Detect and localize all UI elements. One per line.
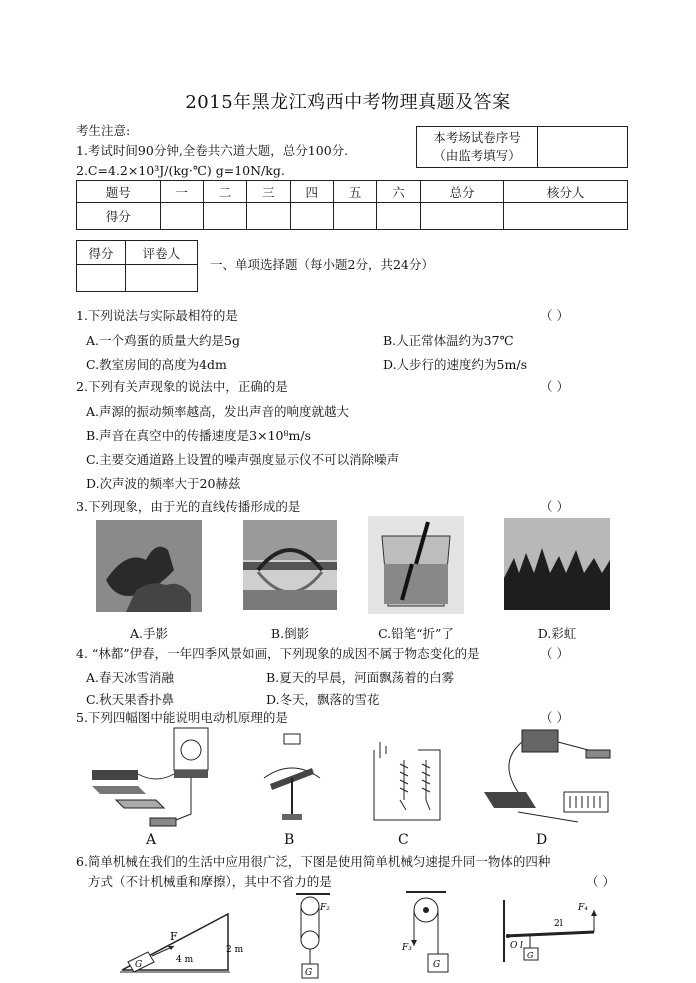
q4-option-d: D.冬天，飘落的雪花 xyxy=(266,692,380,707)
q4-option-c: C.秋天果香扑鼻 xyxy=(86,692,175,707)
score-header-cell: 四 xyxy=(290,181,333,203)
notes-heading: 考生注意: xyxy=(76,123,131,138)
q5-label-a: A xyxy=(146,832,157,848)
score-table-score-row xyxy=(77,203,628,230)
q2-option-b: B.声音在真空中的传播速度是3×10⁸m/s xyxy=(86,428,311,443)
seat-box-line-2: （由监考填写） xyxy=(433,148,521,163)
score-header-cell: 三 xyxy=(247,181,290,203)
q6-fig1-g-label: G xyxy=(135,960,143,970)
score-header-cell: 总分 xyxy=(420,181,504,203)
grader-score-field[interactable] xyxy=(77,265,126,292)
q1-option-d: D.人步行的速度约为5m/s xyxy=(383,357,527,372)
q6-figure-pulley-group xyxy=(290,890,340,982)
q4-option-a: A.春天冰雪消融 xyxy=(86,670,175,685)
q2-option-d: D.次声波的频率大于20赫兹 xyxy=(86,476,241,491)
q5-label-d: D xyxy=(536,832,548,848)
q4-answer-paren[interactable]: （ ） xyxy=(540,646,569,661)
q6-figure-fixed-pulley xyxy=(398,888,454,980)
q6-stem-line-1: 6.简单机械在我们的生活中应用很广泛，下图是使用简单机械匀速提升同一物体的四种 xyxy=(76,854,551,869)
grader-box xyxy=(76,240,198,292)
q6-figure-inclined-plane xyxy=(118,900,246,976)
q3-answer-paren[interactable]: （ ） xyxy=(540,499,569,514)
q3-stem: 3.下列现象，由于光的直线传播形成的是 xyxy=(76,499,301,514)
q1-option-c: C.教室房间的高度为4dm xyxy=(86,357,227,372)
score-cell[interactable] xyxy=(334,203,377,230)
q1-option-a: A.一个鸡蛋的质量大约是5g xyxy=(86,333,240,348)
score-header-cell: 二 xyxy=(203,181,246,203)
score-cell[interactable] xyxy=(290,203,333,230)
q4-stem: 4. “林都”伊春，一年四季风景如画，下列现象的成因不属于物态变化的是 xyxy=(76,646,480,661)
q5-label-b: B xyxy=(284,832,295,848)
q5-answer-paren[interactable]: （ ） xyxy=(540,710,569,725)
notes-line-1: 1.考试时间90分钟,全卷共六道大题，总分100分. xyxy=(76,143,349,158)
q5-figure-d xyxy=(478,722,616,832)
q2-option-a: A.声源的振动频率越高，发出声音的响度就越大 xyxy=(86,404,350,419)
score-cell[interactable] xyxy=(504,203,628,230)
grader-score-label: 得分 xyxy=(77,241,126,265)
q6-fig4-l-label: l xyxy=(520,941,523,951)
q5-label-c: C xyxy=(398,832,409,848)
seat-number-box xyxy=(416,126,628,168)
score-cell[interactable] xyxy=(203,203,246,230)
q5-figure-a xyxy=(86,724,226,834)
q6-fig4-o-label: O xyxy=(510,941,518,951)
q3-option-c: C.铅笔“折”了 xyxy=(378,626,454,641)
q6-fig1-height-label: 2 m xyxy=(226,945,244,955)
q6-fig3-f-label: F₃ xyxy=(402,943,412,953)
q6-fig2-g-label: G xyxy=(305,968,313,978)
notes-line-2: 2.C=4.2×10³J/(kg·℃) g=10N/kg. xyxy=(76,163,285,178)
score-header-cell: 六 xyxy=(377,181,420,203)
score-header-cell: 一 xyxy=(160,181,203,203)
seat-number-field[interactable] xyxy=(538,127,628,168)
q6-fig2-f-label: F₂ xyxy=(320,903,330,913)
q3-image-rainbow xyxy=(504,518,610,610)
q3-option-a: A.手影 xyxy=(129,626,168,641)
q3-image-bent-pencil xyxy=(368,516,464,614)
q1-option-b: B.人正常体温约为37℃ xyxy=(383,333,514,348)
q6-fig4-f-label: F₄ xyxy=(578,903,588,913)
score-header-cell: 五 xyxy=(334,181,377,203)
q5-figure-c xyxy=(370,730,444,828)
q1-stem: 1.下列说法与实际最相符的是 xyxy=(76,308,238,323)
q6-fig4-2l-label: 2l xyxy=(554,919,563,929)
q2-option-c: C.主要交通道路上设置的噪声强度显示仪不可以消除噪声 xyxy=(86,452,400,467)
score-table-header-row xyxy=(77,181,628,203)
q3-option-b: B.倒影 xyxy=(270,626,310,641)
q6-fig1-f-label: F xyxy=(170,930,178,943)
grader-name-field[interactable] xyxy=(125,265,197,292)
q3-option-d: D.彩虹 xyxy=(537,626,577,641)
page-title: 2015年黑龙江鸡西中考物理真题及答案 xyxy=(185,92,511,113)
score-row-label: 得分 xyxy=(77,203,161,230)
score-cell[interactable] xyxy=(420,203,504,230)
score-cell[interactable] xyxy=(160,203,203,230)
grader-name-label: 评卷人 xyxy=(125,241,197,265)
seat-box-line-1: 本考场试卷序号 xyxy=(433,130,521,145)
score-cell[interactable] xyxy=(377,203,420,230)
q5-figure-b xyxy=(256,728,330,828)
q2-stem: 2.下列有关声现象的说法中，正确的是 xyxy=(76,379,288,394)
q5-stem: 5.下列四幅图中能说明电动机原理的是 xyxy=(76,710,288,725)
q2-answer-paren[interactable]: （ ） xyxy=(540,379,569,394)
q6-fig4-g-label: G xyxy=(527,951,534,960)
q6-stem-line-2: 方式（不计机械重和摩擦），其中不省力的是 xyxy=(88,874,332,889)
score-cell[interactable] xyxy=(247,203,290,230)
q1-answer-paren[interactable]: （ ） xyxy=(540,308,569,323)
score-header-cell: 核分人 xyxy=(504,181,628,203)
score-table xyxy=(76,180,628,230)
q6-fig1-length-label: 4 m xyxy=(176,955,194,965)
q3-image-hand-shadow xyxy=(96,520,202,612)
q6-answer-paren[interactable]: （ ） xyxy=(586,874,615,889)
q4-option-b: B.夏天的早晨，河面飘荡着的白雾 xyxy=(266,670,455,685)
q6-figure-lever xyxy=(494,896,604,966)
q3-image-bridge-reflection xyxy=(243,520,337,610)
score-header-cell: 题号 xyxy=(77,181,161,203)
section-heading: 一、单项选择题（每小题2分，共24分） xyxy=(210,257,434,272)
q6-fig3-g-label: G xyxy=(433,960,441,970)
